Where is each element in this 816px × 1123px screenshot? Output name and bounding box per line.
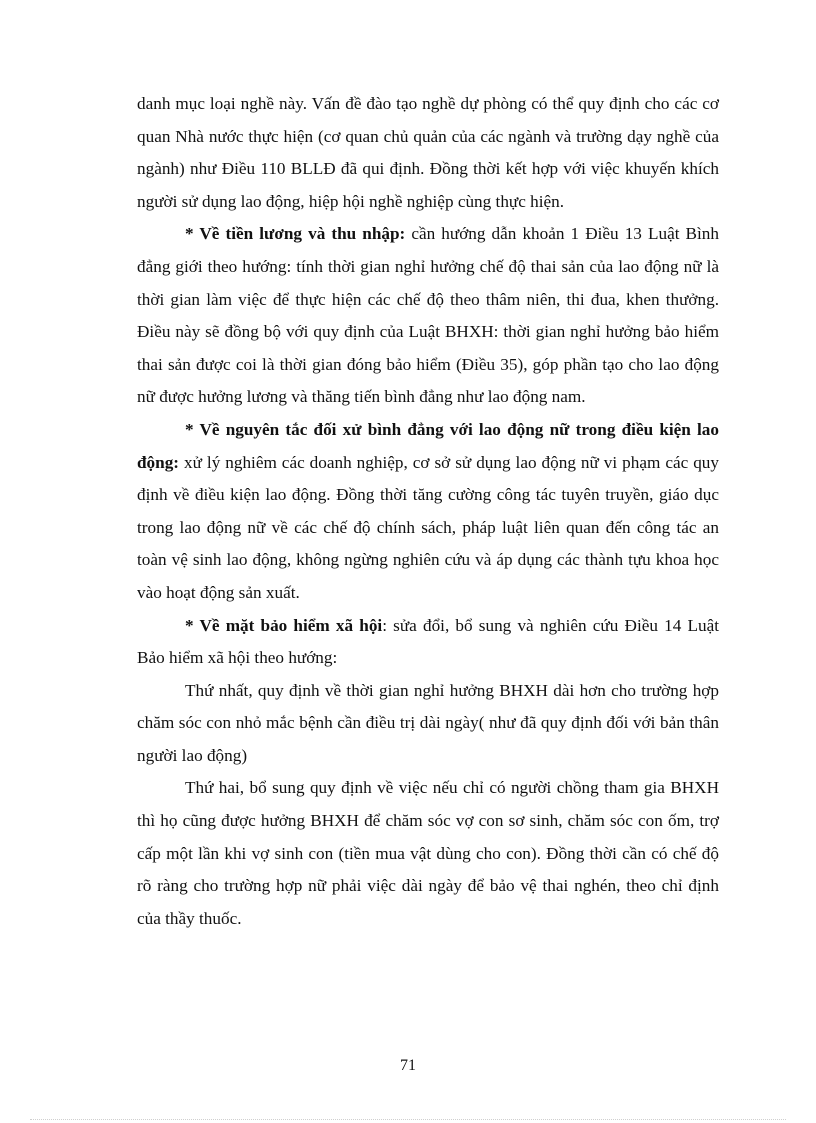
page-footer-divider xyxy=(30,1119,786,1120)
paragraph-text: xử lý nghiêm các doanh nghiệp, cơ sở sử dụng lao động nữ vi phạm các quy định về điều kiện lao động. Đồng thời tăng cường công tác tuyên truyền, giáo dục trong lao động nữ về các chế độ chính sách, pháp luật liên quan đến công tác an toàn vệ sinh lao động, không ngừng nghiên cứu và áp dụng các thành tựu khoa học vào hoạt động sản xuất. xyxy=(137,452,719,602)
paragraph-vocational-training xyxy=(137,88,719,218)
paragraph-heading: * Về tiền lương và thu nhập: xyxy=(185,224,406,244)
paragraph-second-point xyxy=(137,772,719,935)
page-number: 71 xyxy=(400,1057,416,1074)
paragraph-text: : sửa đổi, bổ sung và nghiên cứu Điều 14 Luật Bảo hiểm xã hội theo hướng: xyxy=(137,615,719,668)
paragraph-heading: * Về nguyên tắc đối xử bình đẳng với lao động nữ trong điều kiện lao động: xyxy=(137,419,719,472)
paragraph-text: Thứ hai, bổ sung quy định về việc nếu chỉ có người chồng tham gia BHXH thì họ cũng được hưởng BHXH để chăm sóc vợ con sơ sinh, chăm sóc con ốm, trợ cấp một lần khi vợ sinh con (tiền mua vật dùng cho con). Đồng thời cần có chế độ rõ ràng cho trường hợp nữ phải việc dài ngày để bảo vệ thai nghén, theo chỉ định của thầy thuốc. xyxy=(137,778,719,928)
paragraph-working-conditions xyxy=(137,414,719,610)
paragraph-first-point xyxy=(137,675,719,773)
paragraph-text: Thứ nhất, quy định về thời gian nghỉ hưởng BHXH dài hơn cho trường hợp chăm sóc con nhỏ mắc bệnh cần điều trị dài ngày( như đã quy định đối với bản thân người lao động) xyxy=(137,680,719,765)
paragraph-heading: * Về mặt bảo hiểm xã hội xyxy=(185,615,383,635)
paragraph-text: cần hướng dẫn khoản 1 Điều 13 Luật Bình đẳng giới theo hướng: tính thời gian nghỉ hưởng chế độ thai sản của lao động nữ là thời gian làm việc để thực hiện các chế độ theo thâm niên, thi đua, khen thưởng. Điều này sẽ đồng bộ với quy định của Luật BHXH: thời gian nghỉ hưởng bảo hiểm thai sản được coi là thời gian đóng bảo hiểm (Điều 35), góp phần tạo cho lao động nữ được hưởng lương và thăng tiến bình đẳng như lao động nam. xyxy=(137,224,719,407)
paragraph-text: danh mục loại nghề này. Vấn đề đào tạo nghề dự phòng có thể quy định cho các cơ quan Nhà nước thực hiện (cơ quan chủ quản của các ngành và trường dạy nghề của ngành) như Điều 110 BLLĐ đã qui định. Đồng thời kết hợp với việc khuyến khích người sử dụng lao động, hiệp hội nghề nghiệp cùng thực hiện. xyxy=(137,94,719,211)
paragraph-social-insurance xyxy=(137,610,719,675)
document-body xyxy=(137,88,719,935)
paragraph-wages-income xyxy=(137,218,719,414)
